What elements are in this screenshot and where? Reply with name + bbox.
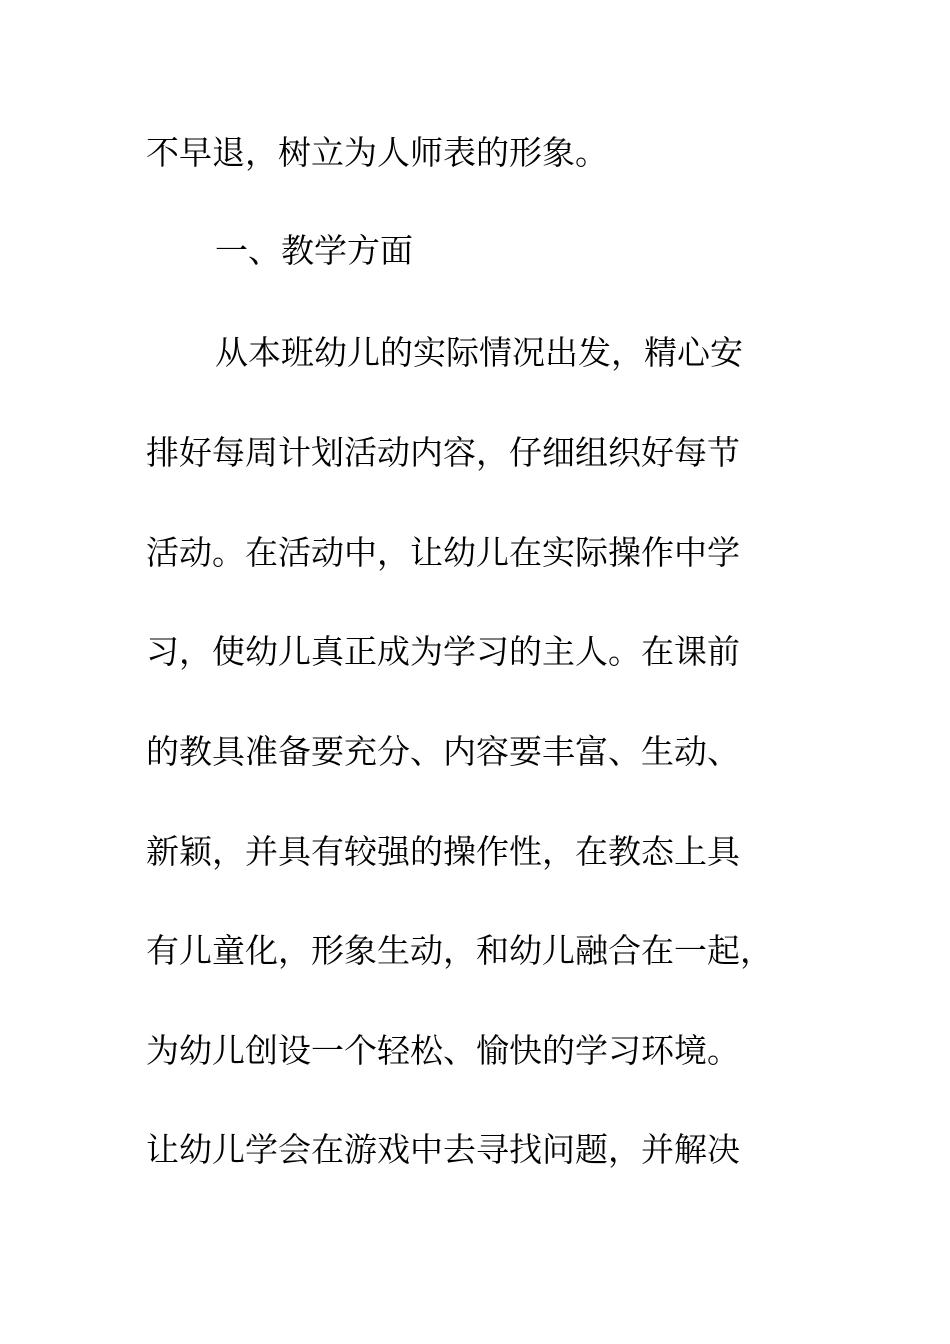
section-heading: 一、教学方面: [215, 231, 413, 270]
text-line: 让幼儿学会在游戏中去寻找问题，并解决: [146, 1130, 740, 1169]
text-line: 活动。在活动中，让幼儿在实际操作中学: [146, 533, 740, 572]
text-line: 有儿童化，形象生动，和幼儿融合在一起，: [146, 931, 773, 970]
text-line: 为幼儿创设一个轻松、愉快的学习环境。: [146, 1031, 740, 1070]
text-line: 从本班幼儿的实际情况出发，精心安: [215, 333, 743, 372]
text-line: 不早退，树立为人师表的形象。: [146, 133, 608, 172]
text-line: 习，使幼儿真正成为学习的主人。在课前: [146, 632, 740, 671]
text-line: 新颖，并具有较强的操作性，在教态上具: [146, 832, 740, 871]
text-line: 排好每周计划活动内容，仔细组织好每节: [146, 433, 740, 472]
text-line: 的教具准备要充分、内容要丰富、生动、: [146, 732, 740, 771]
